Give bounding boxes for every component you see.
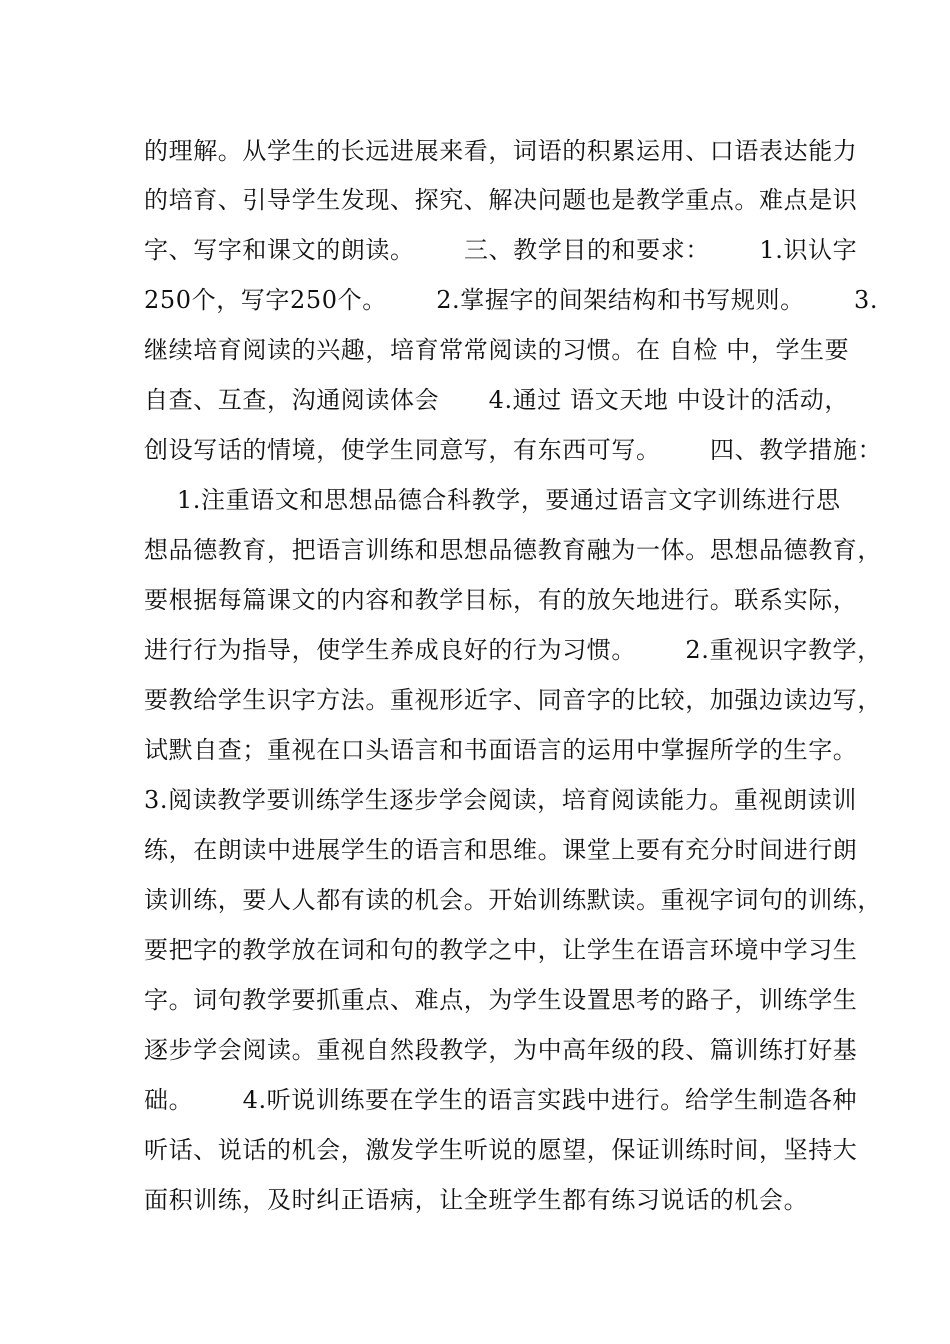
paragraph-line: 字。词句教学要抓重点、难点，为学生设置思考的路子，训练学生 [144,986,858,1014]
paragraph-line: 础。 4.听说训练要在学生的语言实践中进行。给学生制造各种 [144,1086,858,1114]
paragraph-line: 3.阅读教学要训练学生逐步学会阅读，培育阅读能力。重视朗读训 [144,786,857,814]
paragraph-line: 练，在朗读中进展学生的语言和思维。课堂上要有充分时间进行朗 [144,836,858,864]
paragraph-line: 要把字的教学放在词和句的教学之中，让学生在语言环境中学习生 [144,936,858,964]
paragraph-line: 1.注重语文和思想品德合科教学，要通过语言文字训练进行思 [144,486,841,514]
paragraph-line: 自查、互查，沟通阅读体会 4.通过 语文天地 中设计的活动， [144,386,849,414]
paragraph-line: 要根据每篇课文的内容和教学目标，有的放矢地进行。联系实际， [144,586,858,614]
paragraph-line: 想品德教育，把语言训练和思想品德教育融为一体。思想品德教育， [144,536,882,564]
paragraph-line: 继续培育阅读的兴趣，培育常常阅读的习惯。在 自检 中，学生要 [144,336,850,364]
paragraph-line: 听话、说话的机会，激发学生听说的愿望，保证训练时间，坚持大 [144,1136,858,1164]
paragraph-line: 250个，写字250个。 2.掌握字的间架结构和书写规则。 3. [144,286,879,314]
paragraph-line: 试默自查；重视在口头语言和书面语言的运用中掌握所学的生字。 [144,736,858,764]
paragraph-line: 的理解。从学生的长远进展来看，词语的积累运用、口语表达能力 [144,137,858,165]
paragraph-line: 进行行为指导，使学生养成良好的行为习惯。 2.重视识字教学， [144,636,882,664]
paragraph-line: 要教给学生识字方法。重视形近字、同音字的比较，加强边读边写， [144,686,882,714]
paragraph-line: 创设写话的情境，使学生同意写，有东西可写。 四、教学措施： [144,436,883,464]
paragraph-line: 逐步学会阅读。重视自然段教学，为中高年级的段、篇训练打好基 [144,1036,858,1064]
paragraph-line: 的培育、引导学生发现、探究、解决问题也是教学重点。难点是识 [144,186,858,214]
paragraph-line: 字、写字和课文的朗读。 三、教学目的和要求： 1.识认字 [144,236,858,264]
paragraph-line: 读训练，要人人都有读的机会。开始训练默读。重视字词句的训练， [144,886,882,914]
paragraph-line: 面积训练，及时纠正语病，让全班学生都有练习说话的机会。 [144,1186,809,1214]
